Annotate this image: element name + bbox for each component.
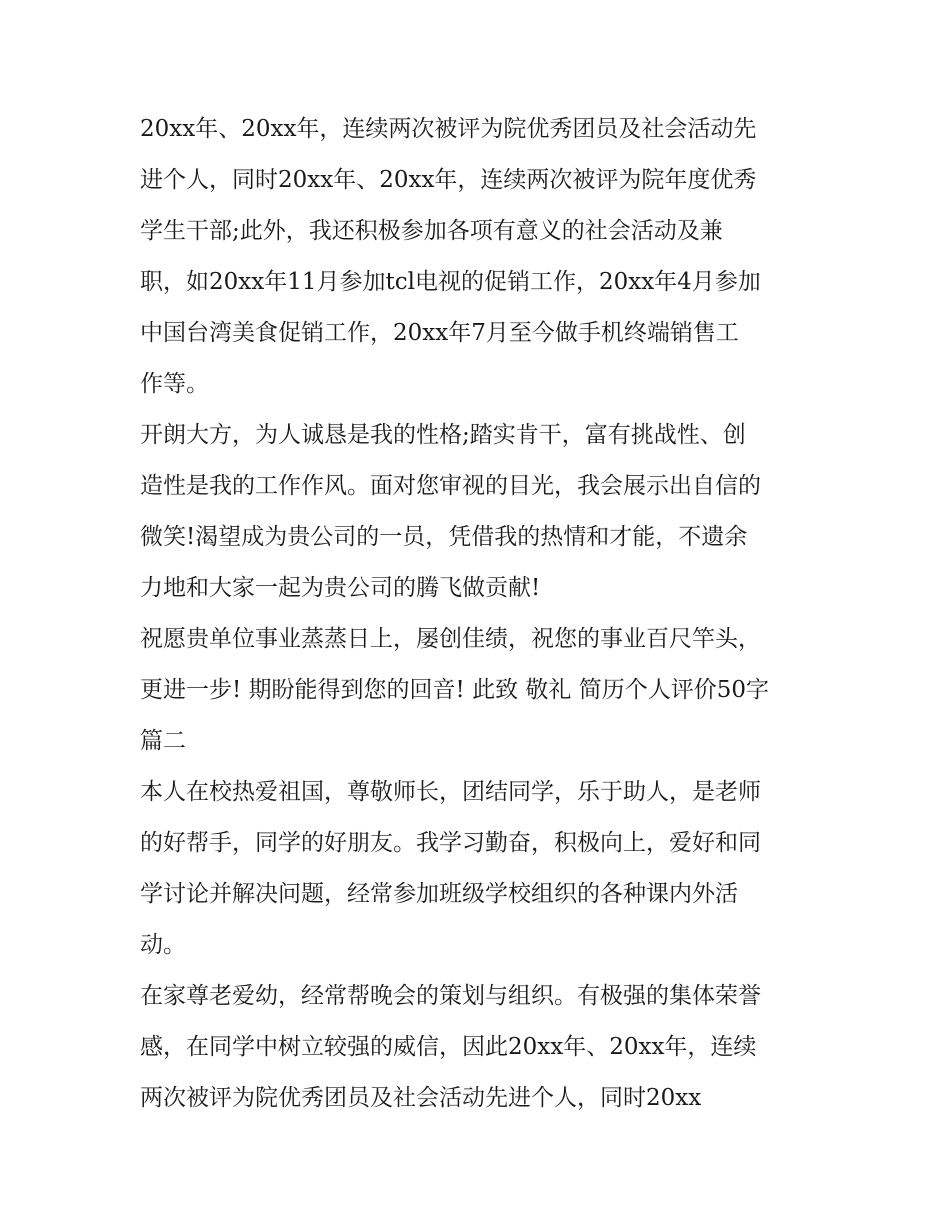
text-line: 本人在校热爱祖国，尊敬师长，团结同学，乐于助人，是老师 [140,779,761,805]
text-line: 造性是我的工作作风。面对您审视的目光，我会展示出自信的 [140,473,761,499]
text-line: 学生干部;此外，我还积极参加各项有意义的社会活动及兼 [140,218,723,244]
section-heading: 篇二 [140,728,186,754]
text-line: 职，如20xx年11月参加tcl电视的促销工作，20xx年4月参加 [140,269,761,295]
text-line: 的好帮手，同学的好朋友。我学习勤奋，积极向上，爱好和同 [140,830,761,856]
text-line: 20xx年、20xx年，连续两次被评为院优秀团员及社会活动先 [140,116,757,142]
text-line: 进个人，同时20xx年、20xx年，连续两次被评为院年度优秀 [140,167,757,193]
text-line: 更进一步! 期盼能得到您的回音! 此致 敬礼 简历个人评价50字 [140,677,769,703]
document-page [140,104,812,1124]
text-line: 感，在同学中树立较强的威信，因此20xx年、20xx年，连续 [140,1034,757,1060]
text-line: 两次被评为院优秀团员及社会活动先进个人，同时20xx [140,1085,702,1111]
text-line: 动。 [140,932,186,958]
text-line: 微笑!渴望成为贵公司的一员，凭借我的热情和才能，不遗余 [140,524,748,550]
text-line: 在家尊老爱幼，经常帮晚会的策划与组织。有极强的集体荣誉 [140,983,761,1009]
text-line: 祝愿贵单位事业蒸蒸日上，屡创佳绩，祝您的事业百尺竿头， [140,626,761,652]
text-line: 中国台湾美食促销工作，20xx年7月至今做手机终端销售工 [140,320,739,346]
text-line: 力地和大家一起为贵公司的腾飞做贡献! [140,575,541,601]
text-line: 开朗大方，为人诚恳是我的性格;踏实肯干，富有挑战性、创 [140,422,746,448]
text-line: 作等。 [140,371,209,397]
text-line: 学讨论并解决问题，经常参加班级学校组织的各种课内外活 [140,881,738,907]
